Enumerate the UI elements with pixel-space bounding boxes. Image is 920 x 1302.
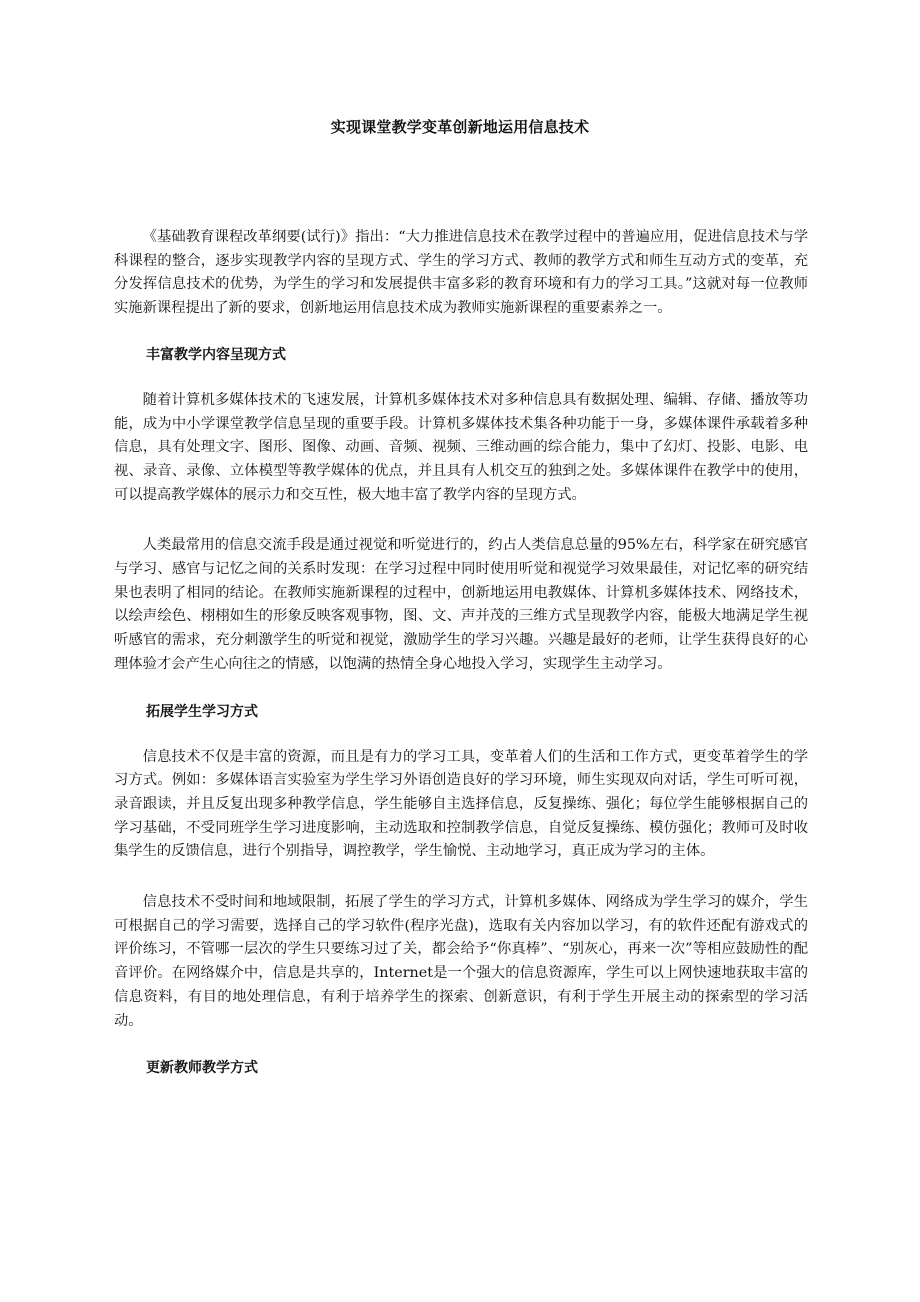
body-paragraph: 信息技术不仅是丰富的资源，而且是有力的学习工具，变革着人们的生活和工作方式，更变革着学生的学习方式。例如：多媒体语言实验室为学生学习外语创造良好的学习环境，师生实现双向对话，学生可听可视，录音跟读，并且反复出现多种教学信息，学生能够自主选择信息，反复操练、强化；每位学生能够根据自己的学习基础，不受同班学生学习进度影响，主动选取和控制教学信息，自觉反复操练、模仿强化；教师可及时收集学生的反馈信息，进行个别指导，调控教学，学生愉悦、主动地学习，真正成为学习的主体。 bbox=[114, 748, 808, 860]
document-title: 实现课堂教学变革创新地运用信息技术 bbox=[330, 118, 590, 136]
spacer bbox=[114, 864, 808, 891]
body-paragraph: 随着计算机多媒体技术的飞速发展，计算机多媒体技术对多种信息具有数据处理、编辑、存储、播放等功能，成为中小学课堂教学信息呈现的重要手段。计算机多媒体技术集各种功能于一身，多媒体课件承载着多种信息，具有处理文字、图形、图像、动画、音频、视频、三维动画的综合能力，集中了幻灯、投影、电影、电视、录音、录像、立体模型等教学媒体的优点，并且具有人机交互的独到之处。多媒体课件在教学中的使用，可以提高教学媒体的展示力和交互性，极大地丰富了教学内容的呈现方式。 bbox=[114, 391, 808, 503]
section-heading-update-teaching: 更新教师教学方式 bbox=[146, 1060, 258, 1077]
spacer bbox=[114, 321, 808, 344]
spacer bbox=[114, 677, 808, 701]
spacer bbox=[114, 1033, 808, 1057]
document-body bbox=[114, 226, 808, 1079]
intro-paragraph: 《基础教育课程改革纲要(试行)》指出：“大力推进信息技术在教学过程中的普遍应用，促进信息技术与学科课程的整合，逐步实现教学内容的呈现方式、学生的学习方式、教师的教学方式和师生互动方式的变革，充分发挥信息技术的优势，为学生的学习和发展提供丰富多彩的教育环境和有力的学习工具。”这就对每一位教师实施新课程提出了新的要求，创新地运用信息技术成为教师实施新课程的重要素养之一。 bbox=[114, 229, 808, 317]
section-heading-expand-learning: 拓展学生学习方式 bbox=[146, 703, 258, 720]
body-paragraph: 人类最常用的信息交流手段是通过视觉和听觉进行的，约占人类信息总量的95%左右，科学家在研究感官与学习、感官与记忆之间的关系时发现：在学习过程中同时使用听觉和视觉学习效果最佳，对记忆率的研究结果也表明了相同的结论。在教师实施新课程的过程中，创新地运用电教媒体、计算机多媒体技术、网络技术，以绘声绘色、栩栩如生的形象反映客观事物，图、文、声并茂的三维方式呈现教学内容，能极大地满足学生视听感官的需求，充分刺激学生的听觉和视觉，激励学生的学习兴趣。兴趣是最好的老师，让学生获得良好的心理体验才会产生心向往之的情感，以饱满的热情全身心地投入学习，实现学生主动学习。 bbox=[114, 537, 808, 672]
section-heading-enrich-content: 丰富教学内容呈现方式 bbox=[146, 346, 286, 363]
body-paragraph: 信息技术不受时间和地域限制，拓展了学生的学习方式，计算机多媒体、网络成为学生学习的媒介，学生可根据自己的学习需要，选择自己的学习软件(程序光盘)，选取有关内容加以学习，有的软件还配有游戏式的评价练习，不管哪一层次的学生只要练习过了关，都会给予“你真棒”、“别灰心，再来一次”等相应鼓励性的配音评价。在网络媒介中，信息是共享的，Internet是一个强大的信息资源库，学生可以上网快速地获取丰富的信息资料，有目的地处理信息，有利于培养学生的探索、创新意识，有利于学生开展主动的探索型的学习活动。 bbox=[114, 894, 808, 1029]
spacer bbox=[114, 507, 808, 534]
spacer bbox=[114, 366, 808, 389]
spacer bbox=[114, 723, 808, 746]
